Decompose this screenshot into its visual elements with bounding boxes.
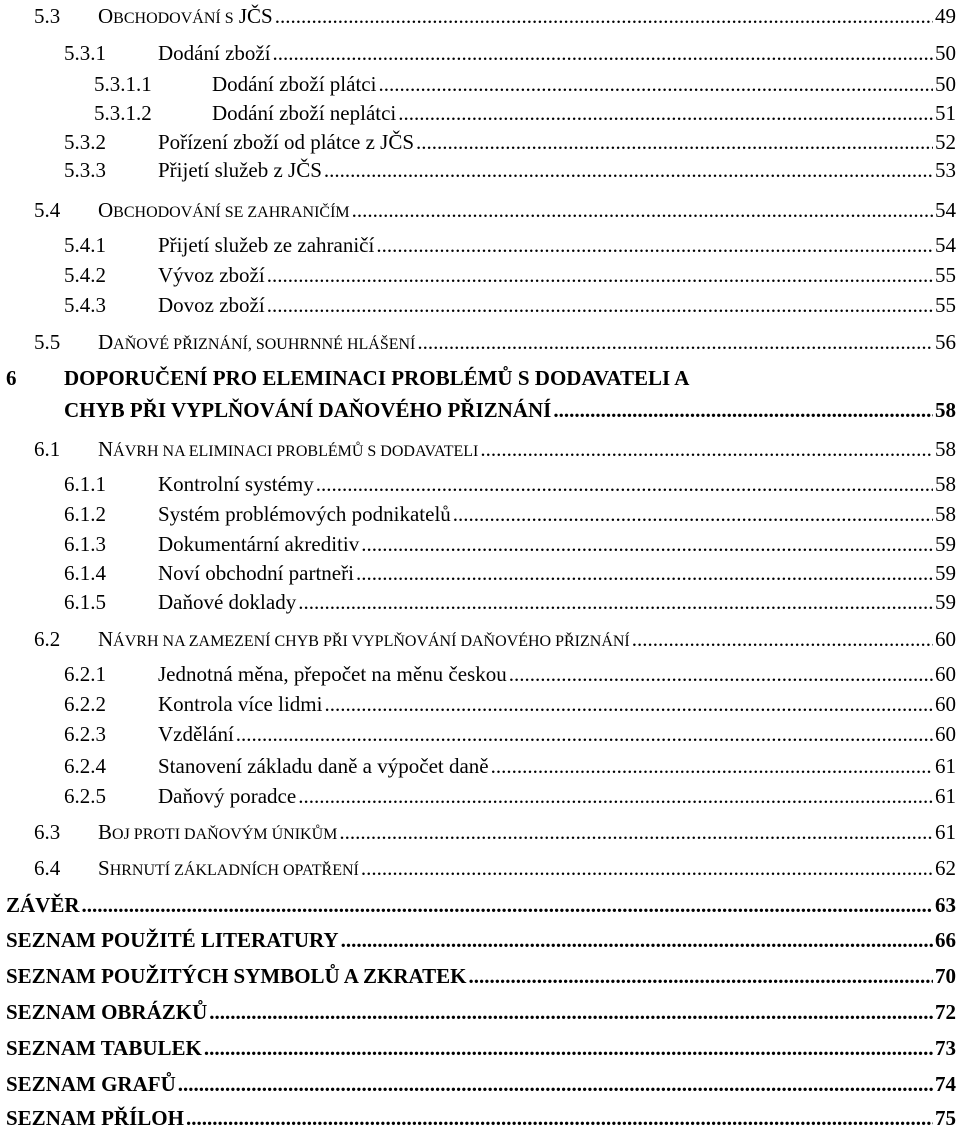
toc-leader-dots [453, 504, 933, 525]
toc-leader-dots [298, 786, 933, 807]
toc-chapter-entry[interactable] [6, 1002, 956, 1023]
toc-entry-page: 50 [935, 72, 956, 96]
toc-chapter-entry-continued[interactable] [64, 400, 956, 421]
toc-leader-dots [416, 132, 933, 153]
toc-entry-page: 53 [935, 158, 956, 182]
toc-chapter-entry[interactable] [6, 1038, 956, 1059]
toc-entry-page: 55 [935, 293, 956, 317]
toc-leader-dots [341, 930, 933, 951]
toc-entry-page: 50 [935, 41, 956, 65]
toc-entry-number: 5.4.3 [64, 293, 106, 317]
toc-entry-number: 6.2.3 [64, 722, 106, 746]
toc-leader-dots [509, 664, 933, 685]
toc-entry[interactable] [64, 160, 956, 181]
toc-entry-page: 54 [935, 198, 956, 222]
toc-entry-number: 6.1.5 [64, 590, 106, 614]
toc-entry-page: 60 [935, 662, 956, 686]
toc-entry-number: 6.2 [34, 627, 61, 651]
toc-entry-number: 6.1.4 [64, 561, 106, 585]
toc-entry[interactable] [64, 474, 956, 495]
toc-entry-title: SEZNAM OBRÁZKŮ [6, 1000, 208, 1024]
toc-leader-dots [398, 103, 933, 124]
toc-entry-title: SEZNAM POUŽITÝCH SYMBOLŮ A ZKRATEK [6, 964, 467, 988]
toc-entry[interactable] [34, 822, 956, 843]
toc-leader-dots [204, 1038, 933, 1059]
toc-entry[interactable] [64, 534, 956, 555]
toc-entry-page: 51 [935, 101, 956, 125]
toc-entry-page: 58 [935, 472, 956, 496]
toc-entry-page: 63 [935, 893, 956, 917]
toc-entry-page: 55 [935, 263, 956, 287]
toc-entry-title: NÁVRH NA ELIMINACI PROBLÉMŮ S DODAVATELI [98, 437, 479, 461]
toc-entry-title: Pořízení zboží od plátce z JČS [158, 130, 415, 154]
toc-entry[interactable] [34, 629, 956, 650]
toc-entry-page: 75 [935, 1106, 956, 1130]
toc-entry[interactable] [64, 756, 956, 777]
toc-chapter-entry[interactable] [6, 368, 689, 389]
toc-entry-page: 73 [935, 1036, 956, 1060]
toc-leader-dots [267, 265, 933, 286]
toc-entry[interactable] [34, 6, 956, 27]
toc-leader-dots [361, 858, 933, 879]
toc-leader-dots [209, 1002, 933, 1023]
toc-entry-page: 62 [935, 856, 956, 880]
toc-chapter-entry[interactable] [6, 1074, 956, 1095]
toc-entry-number: 6.1 [34, 437, 61, 461]
toc-entry-page: 60 [935, 722, 956, 746]
toc-entry-page: 61 [935, 784, 956, 808]
toc-entry-title: Přijetí služeb z JČS [158, 158, 322, 182]
toc-entry-page: 59 [935, 561, 956, 585]
toc-leader-dots [324, 160, 933, 181]
toc-entry[interactable] [34, 439, 956, 460]
toc-entry[interactable] [64, 563, 956, 584]
toc-entry[interactable] [64, 786, 956, 807]
toc-entry-title: Stanovení základu daně a výpočet daně [158, 754, 489, 778]
toc-leader-dots [275, 6, 933, 27]
toc-entry-page: 59 [935, 590, 956, 614]
toc-entry-number: 6.2.2 [64, 692, 106, 716]
toc-leader-dots [339, 822, 933, 843]
toc-leader-dots [316, 474, 933, 495]
toc-leader-dots [267, 295, 933, 316]
toc-leader-dots [632, 629, 933, 650]
toc-entry[interactable] [64, 265, 956, 286]
toc-entry-page: 60 [935, 627, 956, 651]
toc-entry-title: Jednotná měna, přepočet na měnu českou [158, 662, 507, 686]
toc-leader-dots [178, 1074, 933, 1095]
toc-entry[interactable] [34, 858, 956, 879]
toc-entry-number: 5.3.1.1 [94, 72, 152, 96]
toc-entry[interactable] [34, 332, 956, 353]
toc-entry-page: 58 [935, 398, 956, 422]
toc-leader-dots [298, 592, 933, 613]
toc-entry-title: SEZNAM POUŽITÉ LITERATURY [6, 928, 339, 952]
toc-entry-page: 59 [935, 532, 956, 556]
toc-chapter-entry[interactable] [6, 966, 956, 987]
toc-entry[interactable] [64, 724, 956, 745]
toc-chapter-entry[interactable] [6, 1108, 956, 1129]
toc-entry[interactable] [64, 132, 956, 153]
toc-leader-dots [491, 756, 933, 777]
toc-entry[interactable] [64, 504, 956, 525]
toc-entry-page: 72 [935, 1000, 956, 1024]
toc-chapter-entry[interactable] [6, 930, 956, 951]
toc-entry-number: 6.4 [34, 856, 61, 880]
toc-entry-title: DAŇOVÉ PŘIZNÁNÍ, SOUHRNNÉ HLÁŠENÍ [98, 330, 416, 354]
toc-entry-number: 6.2.1 [64, 662, 106, 686]
toc-entry-title: NÁVRH NA ZAMEZENÍ CHYB PŘI VYPLŇOVÁNÍ DAŇOVÉHO PŘIZNÁNÍ [98, 627, 630, 651]
toc-entry-page: 52 [935, 130, 956, 154]
toc-leader-dots [273, 43, 933, 64]
toc-entry-number: 5.4 [34, 198, 61, 222]
toc-entry-title: Vzdělání [158, 722, 234, 746]
toc-entry-number: 6.2.5 [64, 784, 106, 808]
toc-entry-page: 49 [935, 4, 956, 28]
toc-entry[interactable] [64, 664, 956, 685]
toc-entry-page: 66 [935, 928, 956, 952]
toc-entry-title: Kontrola více lidmi [158, 692, 323, 716]
toc-entry-title: Vývoz zboží [158, 263, 265, 287]
toc-leader-dots [469, 966, 933, 987]
toc-entry-title: SEZNAM PŘÍLOH [6, 1106, 184, 1130]
toc-entry-page: 61 [935, 820, 956, 844]
toc-entry-page: 58 [935, 437, 956, 461]
toc-entry-number: 5.3.2 [64, 130, 106, 154]
toc-leader-dots [324, 694, 933, 715]
toc-entry-number: 5.3.1.2 [94, 101, 152, 125]
toc-entry-title: Dokumentární akreditiv [158, 532, 360, 556]
toc-leader-dots [417, 332, 933, 353]
toc-entry[interactable] [64, 295, 956, 316]
toc-leader-dots [82, 895, 933, 916]
toc-entry[interactable] [64, 235, 956, 256]
toc-leader-dots [376, 235, 933, 256]
toc-entry-title: Daňový poradce [158, 784, 297, 808]
toc-entry-title: Daňové doklady [158, 590, 297, 614]
toc-entry-title: OBCHODOVÁNÍ SE ZAHRANIČÍM [98, 198, 350, 222]
toc-entry-number: 6.1.1 [64, 472, 106, 496]
toc-leader-dots [480, 439, 933, 460]
toc-entry-title: Dodání zboží plátci [212, 72, 377, 96]
toc-entry[interactable] [64, 592, 956, 613]
toc-entry-title: SEZNAM TABULEK [6, 1036, 202, 1060]
toc-entry-title: SHRNUTÍ ZÁKLADNÍCH OPATŘENÍ [98, 856, 359, 880]
toc-entry-title: Kontrolní systémy [158, 472, 314, 496]
toc-entry[interactable] [64, 43, 956, 64]
toc-entry-page: 74 [935, 1072, 956, 1096]
toc-leader-dots [236, 724, 933, 745]
toc-entry-page: 60 [935, 692, 956, 716]
toc-entry-number: 6.1.3 [64, 532, 106, 556]
toc-entry-title: Přijetí služeb ze zahraničí [158, 233, 375, 257]
toc-entry-title: Noví obchodní partneři [158, 561, 354, 585]
toc-entry[interactable] [34, 200, 956, 221]
toc-entry-title: OBCHODOVÁNÍ S JČS [98, 4, 273, 28]
toc-entry-title: Dodání zboží neplátci [212, 101, 397, 125]
toc-leader-dots [186, 1108, 933, 1129]
toc-leader-dots [378, 74, 933, 95]
toc-leader-dots [352, 200, 933, 221]
toc-entry-page: 56 [935, 330, 956, 354]
toc-leader-dots [356, 563, 933, 584]
toc-entry-title-line2: CHYB PŘI VYPLŇOVÁNÍ DAŇOVÉHO PŘIZNÁNÍ [64, 398, 552, 422]
toc-entry-title: BOJ PROTI DAŇOVÝM ÚNIKŮM [98, 820, 338, 844]
toc-entry[interactable] [94, 74, 956, 95]
toc-entry-title: ZÁVĚR [6, 893, 80, 917]
toc-entry-number: 5.3.1 [64, 41, 106, 65]
toc-entry-title: Dovoz zboží [158, 293, 265, 317]
toc-entry-number: 5.3 [34, 4, 61, 28]
toc-entry[interactable] [94, 103, 956, 124]
toc-entry-number: 5.4.2 [64, 263, 106, 287]
toc-entry-title: Systém problémových podnikatelů [158, 502, 451, 526]
toc-entry-page: 70 [935, 964, 956, 988]
toc-entry-page: 61 [935, 754, 956, 778]
toc-chapter-entry[interactable] [6, 895, 956, 916]
toc-entry-page: 54 [935, 233, 956, 257]
toc-entry-number: 6.1.2 [64, 502, 106, 526]
toc-entry-title: SEZNAM GRAFŮ [6, 1072, 176, 1096]
toc-leader-dots [361, 534, 933, 555]
toc-entry-number: 5.3.3 [64, 158, 106, 182]
toc-entry-number: 6 [6, 366, 17, 390]
toc-entry-page: 58 [935, 502, 956, 526]
toc-entry-number: 6.2.4 [64, 754, 106, 778]
toc-entry-number: 5.4.1 [64, 233, 106, 257]
toc-entry-number: 6.3 [34, 820, 61, 844]
toc-entry-title: Dodání zboží [158, 41, 271, 65]
toc-leader-dots [553, 400, 933, 421]
toc-entry-title-line1: DOPORUČENÍ PRO ELEMINACI PROBLÉMŮ S DODAVATELI A [64, 366, 690, 390]
toc-entry[interactable] [64, 694, 956, 715]
toc-entry-number: 5.5 [34, 330, 61, 354]
